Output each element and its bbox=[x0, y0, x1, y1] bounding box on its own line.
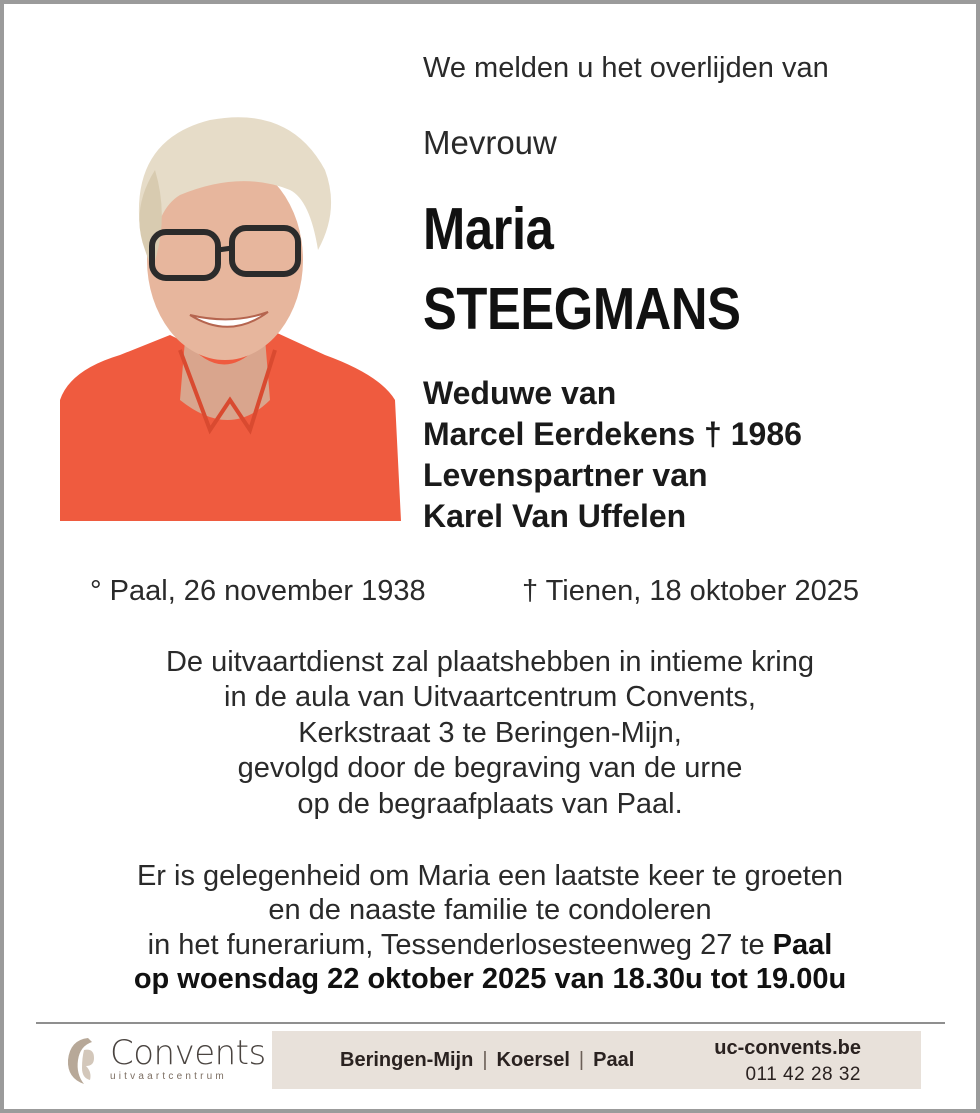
separator: | bbox=[482, 1049, 488, 1071]
visitation-place: Paal bbox=[772, 929, 833, 961]
service-line: De uitvaartdienst zal plaatshebben in intieme kring bbox=[165, 646, 815, 678]
relation-line: Levenspartner van bbox=[423, 457, 708, 493]
location-koersel: Koersel bbox=[496, 1049, 570, 1071]
relation-line: Weduwe van bbox=[423, 375, 617, 411]
visitation-address: in het funerarium, Tessenderlosesteenweg 27 te bbox=[147, 929, 773, 961]
service-line: Kerkstraat 3 te Beringen-Mijn, bbox=[298, 717, 682, 749]
first-name: Maria bbox=[423, 196, 554, 262]
logo-wordmark: Convents bbox=[110, 1033, 266, 1073]
visitation-line: Er is gelegenheid om Maria een laatste keer te groeten bbox=[136, 860, 844, 892]
visitation-line: en de naaste familie te condoleren bbox=[268, 894, 712, 926]
service-line: op de begraafplaats van Paal. bbox=[297, 788, 683, 820]
website-link[interactable]: uc-convents.be bbox=[714, 1037, 861, 1059]
convents-logo bbox=[62, 1032, 266, 1088]
logo-subtitle: uitvaartcentrum bbox=[110, 1071, 227, 1082]
intro-text: We melden u het overlijden van bbox=[423, 52, 829, 84]
separator: | bbox=[578, 1049, 585, 1071]
location-list bbox=[340, 1049, 634, 1072]
birth-date: ° Paal, 26 november 1938 bbox=[90, 575, 426, 607]
death-date: † Tienen, 18 oktober 2025 bbox=[522, 575, 859, 607]
visitation-line bbox=[0, 929, 980, 962]
phone-number: 011 42 28 32 bbox=[745, 1064, 861, 1085]
last-name: STEEGMANS bbox=[423, 276, 741, 342]
relation-line: Karel Van Uffelen bbox=[423, 498, 687, 534]
divider bbox=[36, 1022, 945, 1024]
contact-banner bbox=[272, 1031, 921, 1089]
location-paal: Paal bbox=[593, 1049, 635, 1071]
service-line: gevolgd door de begraving van de urne bbox=[237, 752, 743, 784]
visitation-datetime: op woensdag 22 oktober 2025 van 18.30u tot 19.00u bbox=[133, 963, 847, 995]
portrait-photo bbox=[60, 100, 401, 521]
relation-line: Marcel Eerdekens † 1986 bbox=[423, 416, 802, 452]
location-beringen: Beringen-Mijn bbox=[340, 1049, 474, 1071]
convents-emblem-icon bbox=[62, 1032, 102, 1088]
honorific: Mevrouw bbox=[423, 124, 557, 161]
service-line: in de aula van Uitvaartcentrum Convents, bbox=[224, 681, 756, 713]
